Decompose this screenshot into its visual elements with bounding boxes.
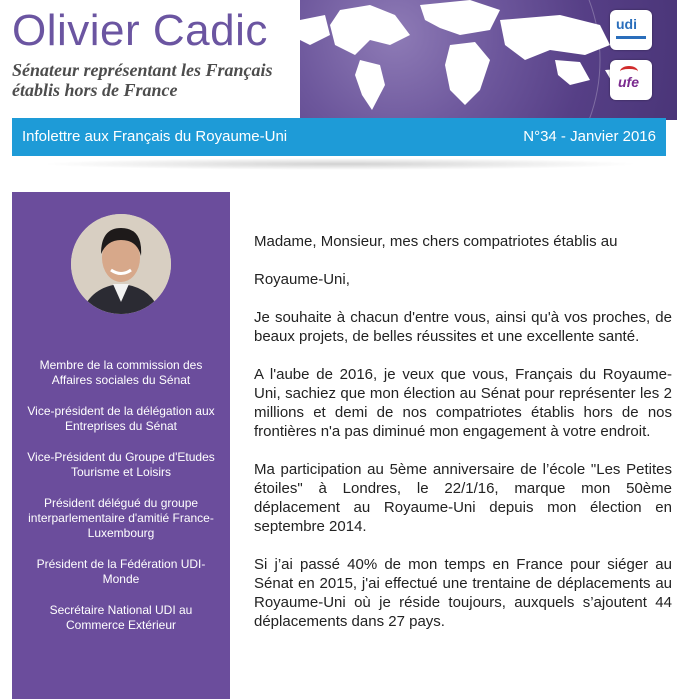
letter-paragraph: Ma participation au 5ème anniversaire de l’école "Les Petites étoiles" à Londres, le 22/1/16, marque mon 50ème déplacement au Royaume-Uni depuis mon élection en septembre 2014.: [254, 461, 672, 535]
banner-issue: N°34 - Janvier 2016: [523, 128, 656, 145]
subtitle-line-2: établis hors de France: [12, 80, 178, 100]
udi-logo-text: udi: [616, 16, 637, 32]
sidebar-roles: [22, 358, 220, 649]
sidebar: [12, 192, 230, 699]
subtitle: [12, 60, 312, 100]
sidebar-role-item: Président délégué du groupe interparlementaire d'amitié France-Luxembourg: [28, 496, 214, 540]
udi-logo-bar: [616, 36, 646, 39]
ufe-logo[interactable]: [610, 60, 652, 100]
letter-greeting-cont: Royaume-Uni,: [254, 271, 350, 288]
portrait-icon: [71, 214, 171, 314]
header: [0, 0, 677, 120]
letter-paragraph: Je souhaite à chacun d'entre vous, ainsi qu'à vos proches, de beaux projets, de belles réussites et une excellente santé.: [254, 309, 672, 345]
sidebar-role-item: Vice-Président du Groupe d'Etudes Tourisme et Loisirs: [27, 450, 215, 479]
avatar: [71, 214, 171, 314]
subtitle-line-1: Sénateur représentant les Français: [12, 60, 273, 80]
page-title: Olivier Cadic: [12, 6, 268, 55]
banner-title: Infolettre aux Français du Royaume-Uni: [22, 128, 288, 145]
banner-shadow: [40, 158, 640, 170]
letter-paragraph: A l'aube de 2016, je veux que vous, Français du Royaume-Uni, sachiez que mon élection au Sénat pour représenter les 2 millions et demi de nos compatriotes établis hors de nos frontières n'a pas diminué mon engagement à votre endroit.: [254, 366, 672, 440]
sidebar-role-item: Vice-président de la délégation aux Entreprises du Sénat: [27, 404, 215, 433]
letter-greeting: Madame, Monsieur, mes chers compatriotes établis au: [254, 233, 618, 250]
sidebar-role-item: Président de la Fédération UDI-Monde: [36, 557, 206, 586]
letter-paragraph: Si j’ai passé 40% de mon temps en France pour siéger au Sénat en 2015, j'ai effectué une trentaine de déplacements au Royaume-Uni où je réside toujours, auxquels s’ajoutent 44 déplacements dans 27 pays.: [254, 556, 672, 630]
letter-body: [254, 232, 672, 650]
newsletter-banner: [12, 118, 666, 156]
udi-logo[interactable]: [610, 10, 652, 50]
sidebar-role-item: Membre de la commission des Affaires sociales du Sénat: [39, 358, 203, 387]
ufe-logo-text: ufe: [618, 74, 639, 90]
sidebar-role-item: Secrétaire National UDI au Commerce Extérieur: [49, 603, 193, 632]
